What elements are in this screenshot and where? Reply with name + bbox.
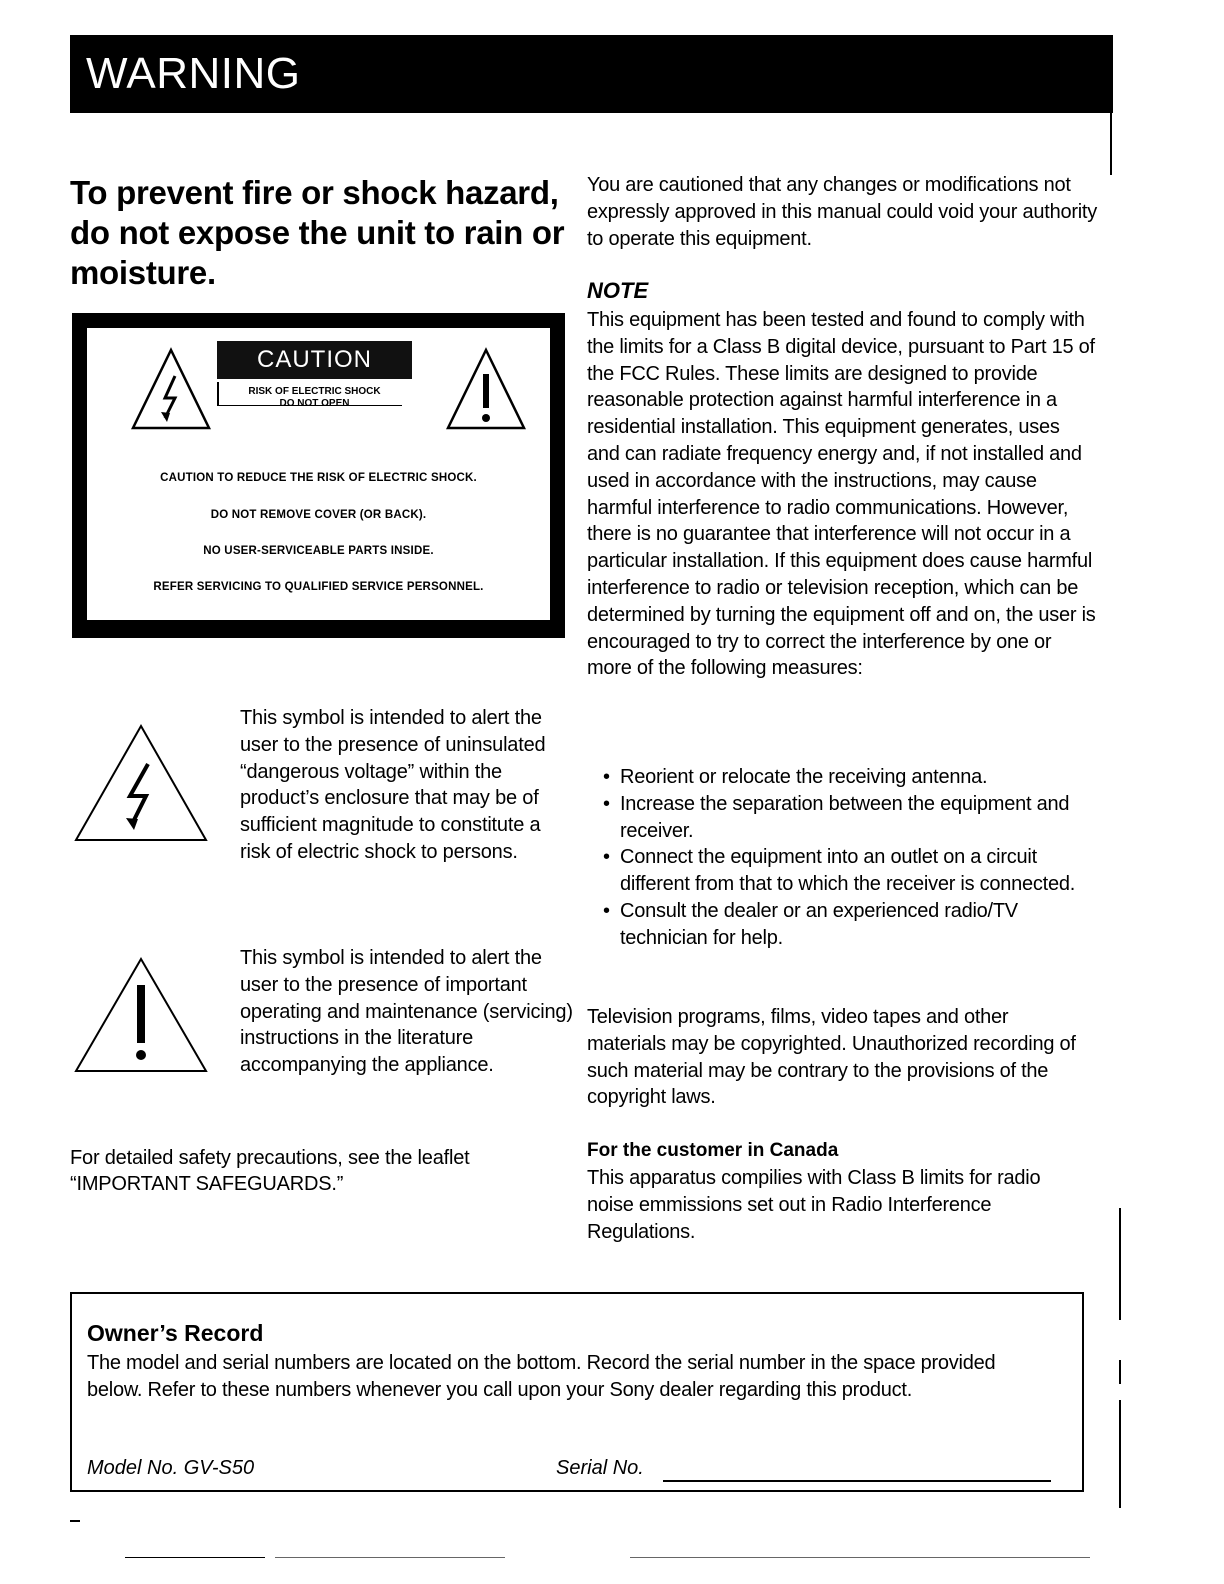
caution-sub-line-1: RISK OF ELECTRIC SHOCK (248, 386, 381, 397)
caution-line: CAUTION TO REDUCE THE RISK OF ELECTRIC SHOCK. (160, 472, 477, 484)
model-number: Model No. GV-S50 (87, 1457, 255, 1479)
safety-precautions-note: For detailed safety precautions, see the leaflet “IMPORTANT SAFEGUARDS.” (70, 1147, 470, 1195)
scan-mark (125, 1557, 265, 1558)
note-heading: NOTE (587, 278, 649, 303)
canada-compliance-text: This apparatus compilies with Class B limits for radio noise emmissions set out in Radio Interference Regulations. (587, 1167, 1041, 1243)
lightning-symbol-description: This symbol is intended to alert the user to the presence of uninsulated “dangerous voltage” within the product’s enclosure that may be of sufficient magnitude to constitute a risk of electric shock to persons. (240, 707, 546, 863)
fcc-note-body: This equipment has been tested and found to comply with the limits for a Class B digital device, pursuant to Part 15 of the FCC Rules. These limits are designed to provide reasonable protection against harmful interference in a residential installation. This equipment generates, uses and can radiate frequency energy and, if not installed and used in accordance with the instructions, may cause harmful interference to radio communications. However, there is no guarantee that interference will not occur in a particular installation. If this equipment does cause harmful interference to radio or television reception, which can be determined by turning the equipment off and on, the user is encouraged to try to correct the interference by one or more of the following measures: (587, 309, 1096, 680)
caution-line: NO USER-SERVICEABLE PARTS INSIDE. (203, 545, 434, 557)
scan-mark (1119, 1208, 1121, 1320)
caution-label-panel (72, 313, 565, 638)
caution-badge (217, 341, 412, 379)
list-item-text: Connect the equipment into an outlet on a circuit different from that to which the receiver is connected. (620, 846, 1076, 896)
serial-number-field[interactable] (663, 1480, 1051, 1482)
warning-header-bar (70, 35, 1113, 113)
canada-heading: For the customer in Canada (587, 1140, 839, 1161)
hazard-headline: To prevent fire or shock hazard, do not expose the unit to rain or moisture. (70, 174, 565, 291)
page-title: WARNING (86, 49, 301, 98)
serial-number-label: Serial No. (556, 1457, 644, 1479)
header-edge-mark (1110, 113, 1112, 175)
list-item: • Consult the dealer or an experienced radio/TV technician for help. (603, 899, 1018, 949)
scan-mark (1119, 1360, 1121, 1384)
interference-measures-list (600, 764, 1100, 952)
caution-badge-text: CAUTION (257, 346, 372, 373)
exclamation-triangle-icon (444, 346, 528, 432)
caution-sub-line-2: DO NOT OPEN (279, 398, 350, 409)
owners-record-title: Owner’s Record (87, 1320, 264, 1346)
caution-label-top (87, 328, 550, 453)
scan-mark (275, 1557, 505, 1558)
scan-mark (630, 1557, 1090, 1558)
lightning-triangle-icon (72, 722, 210, 846)
list-item: • Connect the equipment into an outlet on a circuit different from that to which the receiver is connected. (603, 846, 1076, 896)
exclamation-symbol-description: This symbol is intended to alert the user to the presence of important operating and maintenance (servicing) instructions in the literature accompanying the appliance. (240, 947, 573, 1077)
list-item-text: Increase the separation between the equipment and receiver. (620, 792, 1070, 842)
list-item-text: Consult the dealer or an experienced radio/TV technician for help. (620, 899, 1018, 949)
caution-label-bottom (87, 450, 550, 620)
list-item-text: Reorient or relocate the receiving antenna. (620, 766, 988, 788)
copyright-notice: Television programs, films, video tapes and other materials may be copyrighted. Unauthorized recording of such material may be contrary to the provisions of the copyright laws. (587, 1006, 1076, 1109)
scan-mark (1119, 1400, 1121, 1508)
caution-bracket (217, 382, 219, 406)
owners-record-body: The model and serial numbers are located on the bottom. Record the serial number in the space provided below. Refer to these numbers whenever you call upon your Sony dealer regarding this product. (87, 1352, 996, 1401)
caution-subtext (227, 386, 402, 410)
caution-line: DO NOT REMOVE COVER (OR BACK). (210, 509, 427, 521)
list-item: • Reorient or relocate the receiving antenna. (603, 766, 988, 788)
list-item: • Increase the separation between the equipment and receiver. (603, 792, 1070, 842)
lightning-triangle-icon (129, 346, 213, 432)
scan-mark (70, 1520, 80, 1522)
caution-line: REFER SERVICING TO QUALIFIED SERVICE PERSONNEL. (153, 581, 484, 593)
owners-record-box (70, 1292, 1084, 1492)
exclamation-triangle-icon (72, 955, 210, 1075)
modification-warning: You are cautioned that any changes or modifications not expressly approved in this manual could void your authority to operate this equipment. (587, 174, 1097, 250)
